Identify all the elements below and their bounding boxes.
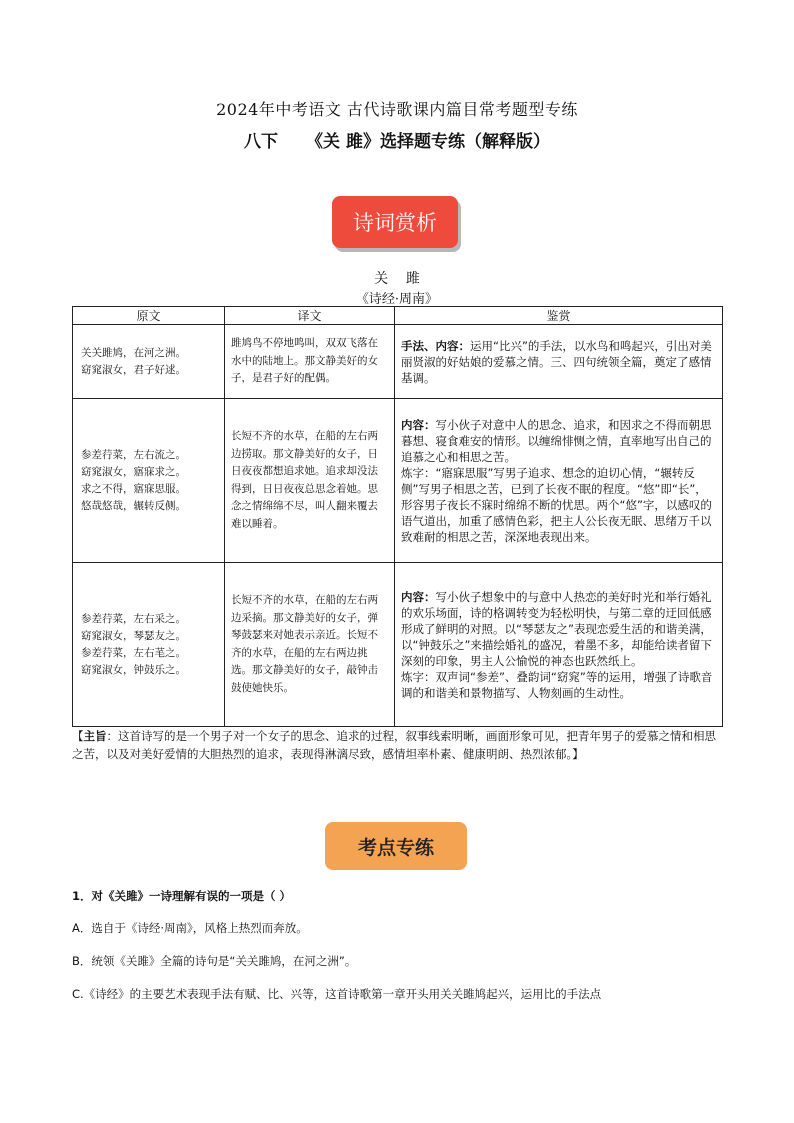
appreciation-cell bbox=[395, 399, 723, 563]
summary-label: 主旨 bbox=[83, 729, 107, 743]
poem-title: 关 雎 bbox=[374, 271, 420, 287]
header-appreciation: 鉴赏 bbox=[395, 307, 723, 325]
appreciation-cell bbox=[395, 563, 723, 727]
translation-cell: 长短不齐的水草，在船的左右两边捞取。那文静美好的女子，日日夜夜都想追求她。追求却没法得到，日日夜夜总思念着她。思念之情绵绵不尽，叫人翻来覆去难以睡着。 bbox=[225, 399, 395, 563]
poem-line: 窈窕淑女，琴瑟友之。 bbox=[81, 629, 186, 642]
appreciation-para bbox=[401, 338, 716, 386]
appreciation-label: 内容： bbox=[401, 417, 436, 432]
poem-line: 悠哉悠哉，辗转反侧。 bbox=[81, 499, 186, 512]
grade-label: 八下 bbox=[244, 132, 279, 152]
section-badge-practice: 考点专练 bbox=[325, 822, 467, 870]
option-c: C.《诗经》的主要艺术表现手法有赋、比、兴等，这首诗歌第一章开头用关关雎鸠起兴，运用比的手法点 bbox=[72, 987, 602, 1001]
appreciation-cell bbox=[395, 325, 723, 399]
appreciation-text: 写小伙子想象中的与意中人热恋的美好时光和举行婚礼的欢乐场面，诗的格调转变为轻松明快，与第二章的迂回低感形成了鲜明的对照。以“琴瑟友之”表现恋爱生活的和谐美满，以“钟鼓乐之”来描绘婚礼的盛况，着墨不多，却能给读者留下深刻的印象，男主人公愉悦的神态也跃然纸上。 bbox=[401, 589, 712, 668]
question-stem: 1．对《关雎》一诗理解有误的一项是（ ） bbox=[72, 889, 292, 903]
appreciation-label: 手法、内容： bbox=[401, 338, 470, 353]
original-cell bbox=[73, 399, 225, 563]
poem-line: 窈窕淑女，钟鼓乐之。 bbox=[81, 663, 186, 676]
doc-title-line2 bbox=[0, 127, 794, 152]
original-cell bbox=[73, 325, 225, 399]
appreciation-label: 内容： bbox=[401, 589, 436, 604]
section-badge-appreciation: 诗词赏析 bbox=[332, 196, 458, 248]
appreciation-text: 写小伙子对意中人的思念、追求，和因求之不得而朝思暮想、寝食难安的情形。以缠绵悱恻之情，直率地写出自己的追慕之心和相思之苦。 bbox=[401, 417, 712, 464]
table-row bbox=[73, 325, 723, 399]
option-b: B．统领《关雎》全篇的诗句是“关关雎鸠，在河之洲”。 bbox=[72, 954, 357, 968]
appreciation-para bbox=[401, 589, 716, 669]
poem-source: 《诗经·周南》 bbox=[355, 292, 439, 307]
theme-summary bbox=[72, 727, 724, 763]
doc-title-line1: 2024年中考语文 古代诗歌课内篇目常考题型专练 bbox=[216, 100, 578, 119]
translation-cell: 长短不齐的水草，在船的左右两边采摘。那文静美好的女子，弹琴鼓瑟来对她表示亲近。长短不齐的水草，在船的左右两边挑选。那文静美好的女子，敲钟击鼓使她快乐。 bbox=[225, 563, 395, 727]
poem-table bbox=[72, 306, 723, 727]
poem-line: 参差荇菜，左右芼之。 bbox=[81, 646, 186, 659]
original-cell bbox=[73, 563, 225, 727]
option-a: A．选自于《诗经·周南》，风格上热烈而奔放。 bbox=[72, 921, 308, 935]
table-row bbox=[73, 399, 723, 563]
header-original: 原文 bbox=[73, 307, 225, 325]
appreciation-para bbox=[401, 417, 716, 465]
appreciation-text: 炼字：双声词“参差”、叠韵词“窈窕”等的运用，增强了诗歌音调的和谐美和景物描写、人物刻画的生动性。 bbox=[401, 669, 713, 700]
poem-line: 窈窕淑女，寤寐求之。 bbox=[81, 465, 186, 478]
table-row bbox=[73, 563, 723, 727]
translation-cell: 雎鸠鸟不停地鸣叫，双双飞落在水中的陆地上。那文静美好的女子，是君子好的配偶。 bbox=[225, 325, 395, 399]
appreciation-para bbox=[401, 669, 716, 701]
poem-line: 求之不得，寤寐思服。 bbox=[81, 482, 186, 495]
summary-open-bracket: 【 bbox=[72, 729, 84, 743]
header-translation: 译文 bbox=[225, 307, 395, 325]
poem-line: 关关雎鸠，在河之洲。 bbox=[81, 346, 186, 359]
table-header-row bbox=[73, 307, 723, 325]
doc-subtitle: 《关 雎》选择题专练（解释版） bbox=[306, 132, 550, 152]
poem-line: 窈窕淑女，君子好逑。 bbox=[81, 363, 186, 376]
appreciation-text: 炼字：“寤寐思服”写男子追求、想念的迫切心情，“辗转反侧”写男子相思之苦，已到了长夜不眠的程度。“悠”即“长”，形容男子夜长不寐时绵绵不断的忧思。两个“悠”字，以感叹的语气道出，加重了感情色彩，把主人公长夜无眠、思绪万千以致难耐的相思之苦，深深地表现出来。 bbox=[401, 465, 712, 544]
appreciation-para bbox=[401, 465, 716, 545]
poem-line: 参差荇菜，左右流之。 bbox=[81, 448, 186, 461]
summary-text: ：这首诗写的是一个男子对一个女子的思念、追求的过程，叙事线索明晰，画面形象可见，把青年男子的爱慕之情和相思之苦，以及对美好爱情的大胆热烈的追求，表现得淋漓尽致，感情坦率朴素、健康明朗、热烈浓郁。】 bbox=[72, 729, 716, 761]
poem-line: 参差荇菜，左右采之。 bbox=[81, 612, 186, 625]
appreciation-text: 运用“比兴”的手法，以水鸟和鸣起兴，引出对美丽贤淑的好姑娘的爱慕之情。三、四句统领全篇，奠定了感情基调。 bbox=[401, 338, 712, 385]
